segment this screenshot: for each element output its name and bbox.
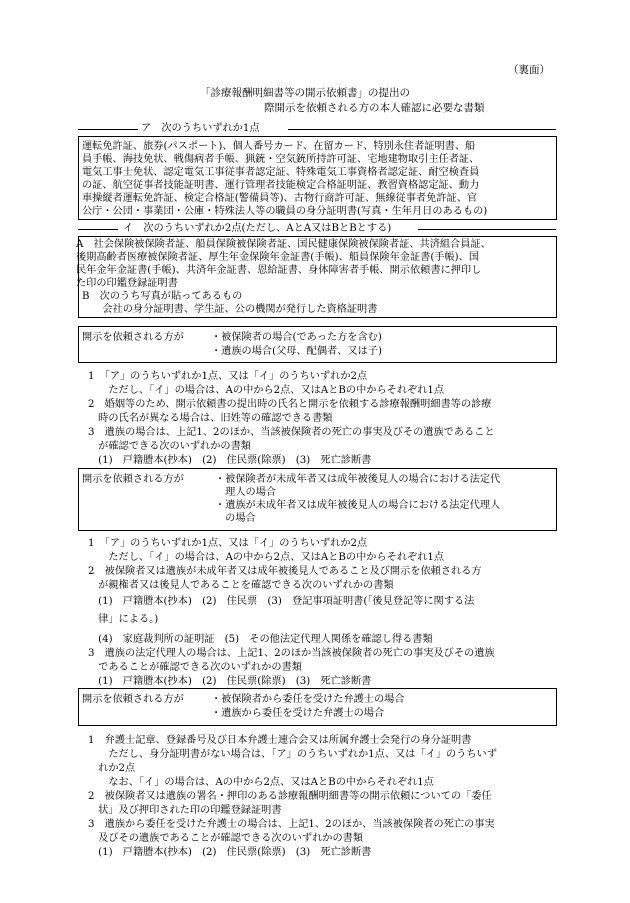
- section-a-line: 車操縦者運転免許証、検定合格証(警備員等)、古物行商許可証、無線従事者免許証、官: [82, 193, 478, 204]
- case3-line: 及びその遺族であることが確認できる次のいずれかの書類: [88, 833, 364, 844]
- case3-line: なお、「イ」の場合は、Aの中から2点、又はAとBの中からそれぞれ1点: [88, 777, 434, 788]
- case2-item: 理人の場合: [215, 487, 277, 498]
- case2-line: であることが確認できる次のいずれかの書類: [88, 662, 302, 673]
- section-a-line: 電気工事士免状、認定電気工事従事者認定証、特殊電気工事資格者認定証、耐空検査員: [82, 167, 480, 178]
- section-i-box: [78, 236, 557, 318]
- title-line-2: 際開示を依頼される方の本人確認に必要な書類: [264, 102, 485, 114]
- case2-line: が親権者又は後見人であることを確認できる次のいずれかの書類: [88, 580, 394, 591]
- case1-line: 2 婚姻等のため、開示依頼書の提出時の氏名と開示を依頼する診療報酬明細書等の診療: [88, 399, 492, 410]
- section-a-line: の証、航空従事者技能証明書、運行管理者技能検定合格証明証、教習資格認定証、動力: [82, 180, 480, 191]
- case1-line: ただし、「イ」の場合は、Aの中から2点、又はAとBの中からそれぞれ1点: [88, 385, 445, 396]
- section-i-line: 後期高齢者医療被保険者証、厚生年金保険年金証書(手帳)、船員保険年金証書(手帳)、国: [76, 252, 480, 263]
- case1-line: が確認できる次のいずれかの書類: [88, 441, 251, 452]
- case2-line: (1) 戸籍謄本(抄本) (2) 住民票 (3) 登記事項証明書(「後見登記等に関する法: [88, 596, 475, 607]
- case2-item: ・遺族が未成年者又は成年被後見人の場合における法定代理人: [215, 500, 501, 511]
- case1-label: 開示を依頼される方が: [82, 332, 184, 343]
- case1-line: 時の氏名が異なる場合は、旧姓等の確認できる書類: [88, 413, 333, 424]
- section-i-line: た印の印鑑登録証明書: [76, 278, 178, 289]
- section-i-line: A 社会保険被保険者証、船員保険被保険者証、国民健康保険被保険者証、共済組合員証、: [76, 239, 491, 250]
- case3-line: (1) 戸籍謄本(抄本) (2) 住民票(除票) (3) 死亡診断書: [88, 847, 372, 858]
- section-a-line: 員手帳、海技免状、戦傷病者手帳、猟銃・空気銃所持許可証、宅地建物取引主任者証、: [82, 154, 480, 165]
- case2-item: の場合: [215, 513, 256, 524]
- page-side-label: （裏面）: [508, 64, 550, 76]
- case2-item: ・被保険者が未成年者又は成年被後見人の場合における法定代: [215, 474, 501, 485]
- case3-item: ・遺族から委任を受けた弁護士の場合: [211, 708, 385, 719]
- section-i-line: B 次のうち写真が貼ってあるもの: [82, 291, 243, 302]
- case2-line: 2 被保険者又は遺族が未成年者又は成年被後見人であること及び開示を依頼される方: [88, 566, 482, 577]
- case2-line: (1) 戸籍謄本(抄本) (2) 住民票(除票) (3) 死亡診断書: [88, 676, 372, 687]
- case3-box: [78, 688, 557, 726]
- case1-line: 1 「ア」のうちいずれか1点、又は「イ」のうちいずれか2点: [88, 371, 368, 382]
- case1-line: (1) 戸籍謄本(抄本) (2) 住民票(除票) (3) 死亡診断書: [88, 455, 372, 466]
- section-i-line: 会社の身分証明書、学生証、公の機関が発行した資格証明書: [82, 304, 378, 315]
- section-a-line: 運転免許証、旅券(パスポート)、個人番号カード、在留カード、特別永住者証明書、船: [82, 141, 476, 152]
- case1-item: ・遺族の場合(父母、配偶者、又は子): [211, 346, 382, 357]
- case1-box: [78, 326, 557, 363]
- case3-line: ただし、身分証明書がない場合は、「ア」のうちいずれか1点、又は「イ」のうちいず: [88, 749, 497, 760]
- case2-line: (4) 家庭裁判所の証明証 (5) その他法定代理人関係を確認し得る書類: [88, 634, 433, 645]
- section-a-heading-row: [78, 122, 556, 136]
- case3-line: 状」及び押印された印の印鑑登録証明書: [88, 805, 282, 816]
- case3-line: 2 被保険者又は遺族の署名・押印のある診療報酬明細書等の開示依頼についての「委任: [88, 791, 492, 802]
- case3-line: れか2点: [88, 763, 136, 774]
- case2-line: 3 遺族の法定代理人の場合は、上記1、2のほか当該被保険者の死亡の事実及びその遺族: [88, 648, 495, 659]
- section-i-line: 民年金年金証書(手帳)、共済年金証書、恩給証書、身体障害者手帳、開示依頼書に押印し: [76, 265, 482, 276]
- section-a-box: [78, 136, 557, 220]
- case2-line: 律」による。): [88, 614, 159, 625]
- case1-item: ・被保険者の場合(であった方を含む): [211, 332, 382, 343]
- case2-line: 1 「ア」のうちいずれか1点、又は「イ」のうちいずれか2点: [88, 538, 368, 549]
- section-a-heading: ア 次のうちいずれか1点: [138, 122, 263, 136]
- case3-item: ・被保険者から委任を受けた弁護士の場合: [211, 694, 405, 705]
- case3-line: 3 遺族から委任を受けた弁護士の場合は、上記1、2のほか、当該被保険者の死亡の事実: [88, 819, 495, 830]
- case2-label: 開示を依頼される方が: [82, 474, 184, 485]
- section-a-line: 公庁・公団・事業団・公庫・特殊法人等の職員の身分証明書(写真・生年月日のあるもの): [82, 206, 488, 217]
- case3-line: 1 弁護士記章、登録番号及び日本弁護士連合会又は所属弁護士会発行の身分証明書: [88, 735, 472, 746]
- title-line-1: 「診療報酬明細書等の開示依頼書」の提出の: [200, 87, 410, 99]
- case1-line: 3 遺族の場合は、上記1、2のほか、当該被保険者の死亡の事実及びその遺族であること: [88, 427, 495, 438]
- case2-line: ただし、「イ」の場合は、Aの中から2点、又はAとBの中からそれぞれ1点: [88, 552, 445, 563]
- case2-box: [78, 468, 557, 531]
- case3-label: 開示を依頼される方が: [82, 694, 184, 705]
- section-i-heading: イ 次のうちいずれか2点(ただし、AとA又はBとBとする): [120, 222, 394, 236]
- section-i-heading-row: [78, 222, 556, 236]
